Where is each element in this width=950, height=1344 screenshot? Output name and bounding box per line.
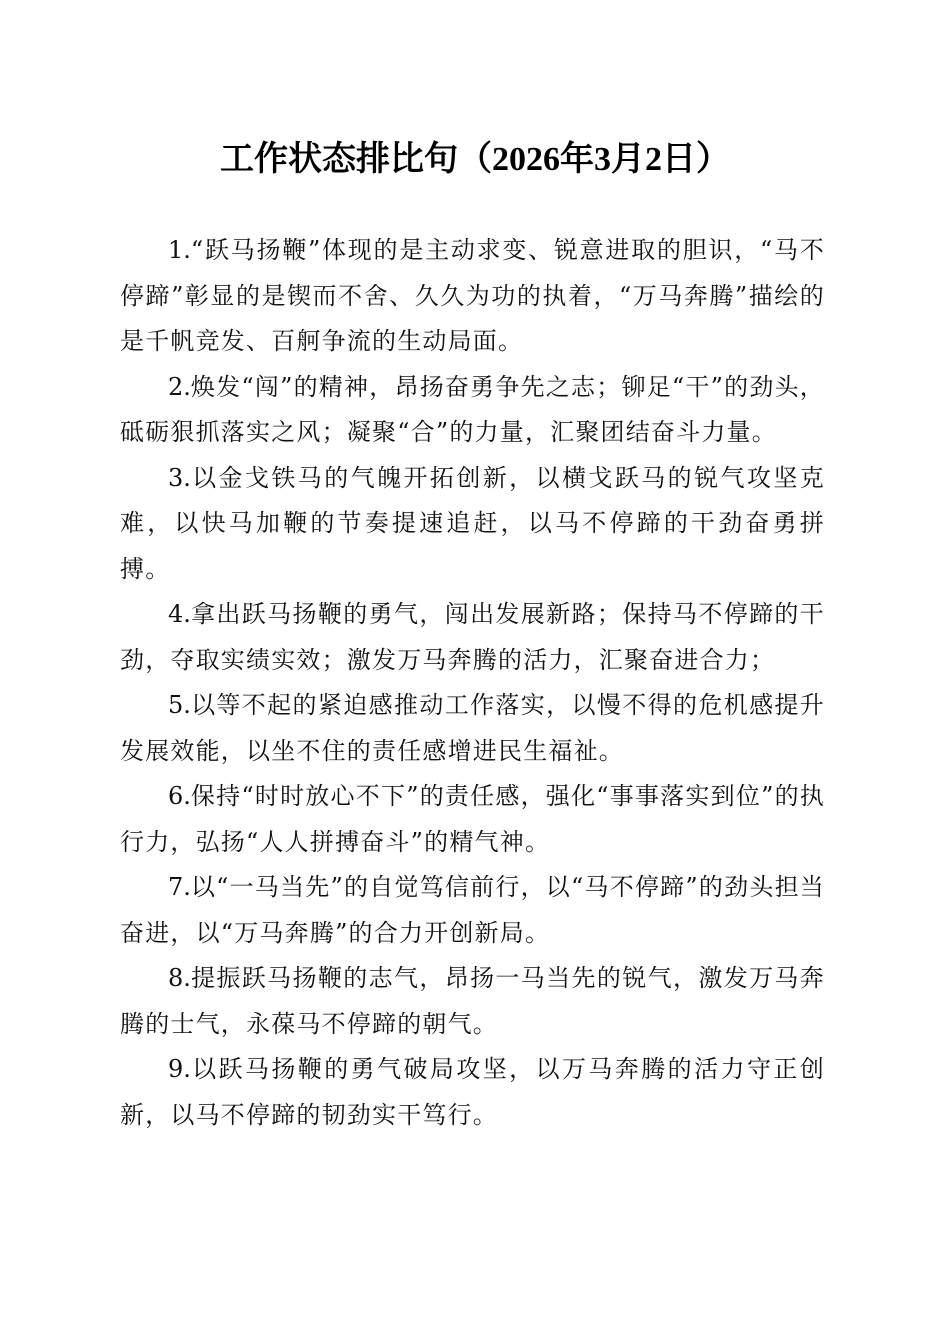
paragraph-7 <box>120 865 825 956</box>
paragraph-text: 以金戈铁马的气魄开拓创新，以横戈跃马的锐气攻坚克难，以快马加鞭的节奏提速追赶，以马不停蹄的干劲奋勇拼搏。 <box>120 463 825 583</box>
paragraph-text: 提振跃马扬鞭的志气，昂扬一马当先的锐气，激发万马奔腾的士气，永葆马不停蹄的朝气。 <box>120 964 825 1038</box>
paragraph-number: 8. <box>168 964 191 992</box>
paragraph-4 <box>120 592 825 683</box>
paragraph-9 <box>120 1047 825 1138</box>
paragraph-number: 5. <box>168 691 191 719</box>
document-title: 工作状态排比句（2026年3月2日） <box>220 141 730 178</box>
paragraph-number: 2. <box>168 372 191 401</box>
paragraph-1 <box>120 228 825 365</box>
paragraph-number: 1. <box>168 236 191 264</box>
paragraph-number: 7. <box>168 873 191 901</box>
paragraph-8 <box>120 956 825 1047</box>
paragraph-text: 拿出跃马扬鞭的勇气，闯出发展新路；保持马不停蹄的干劲，夺取实绩实效；激发万马奔腾的活力，汇聚奋进合力； <box>120 600 825 674</box>
paragraph-number: 6. <box>168 782 191 810</box>
paragraph-6 <box>120 774 825 865</box>
paragraph-text: 以跃马扬鞭的勇气破局攻坚，以万马奔腾的活力守正创新，以马不停蹄的韧劲实干笃行。 <box>120 1055 825 1129</box>
document-body <box>120 228 825 1138</box>
paragraph-2 <box>120 365 825 456</box>
paragraph-number: 3. <box>168 463 191 492</box>
paragraph-text: “跃马扬鞭”体现的是主动求变、锐意进取的胆识，“马不停蹄”彰显的是锲而不舍、久久为功的执着，“万马奔腾”描绘的是千帆竞发、百舸争流的生动局面。 <box>120 236 825 355</box>
paragraph-text: 保持“时时放心不下”的责任感，强化“事事落实到位”的执行力，弘扬“人人拼搏奋斗”的精气神。 <box>120 782 825 856</box>
paragraph-5 <box>120 683 825 774</box>
paragraph-text: 以“一马当先”的自觉笃信前行，以“马不停蹄”的劲头担当奋进，以“万马奔腾”的合力开创新局。 <box>120 873 825 947</box>
paragraph-text: 以等不起的紧迫感推动工作落实，以慢不得的危机感提升发展效能，以坐不住的责任感增进民生福祉。 <box>120 691 825 765</box>
paragraph-3 <box>120 456 825 593</box>
paragraph-number: 9. <box>168 1055 191 1083</box>
paragraph-number: 4. <box>168 600 191 628</box>
paragraph-text: 焕发“闯”的精神，昂扬奋勇争先之志；铆足“干”的劲头，砥砺狠抓落实之风；凝聚“合”的力量，汇聚团结奋斗力量。 <box>120 372 825 446</box>
